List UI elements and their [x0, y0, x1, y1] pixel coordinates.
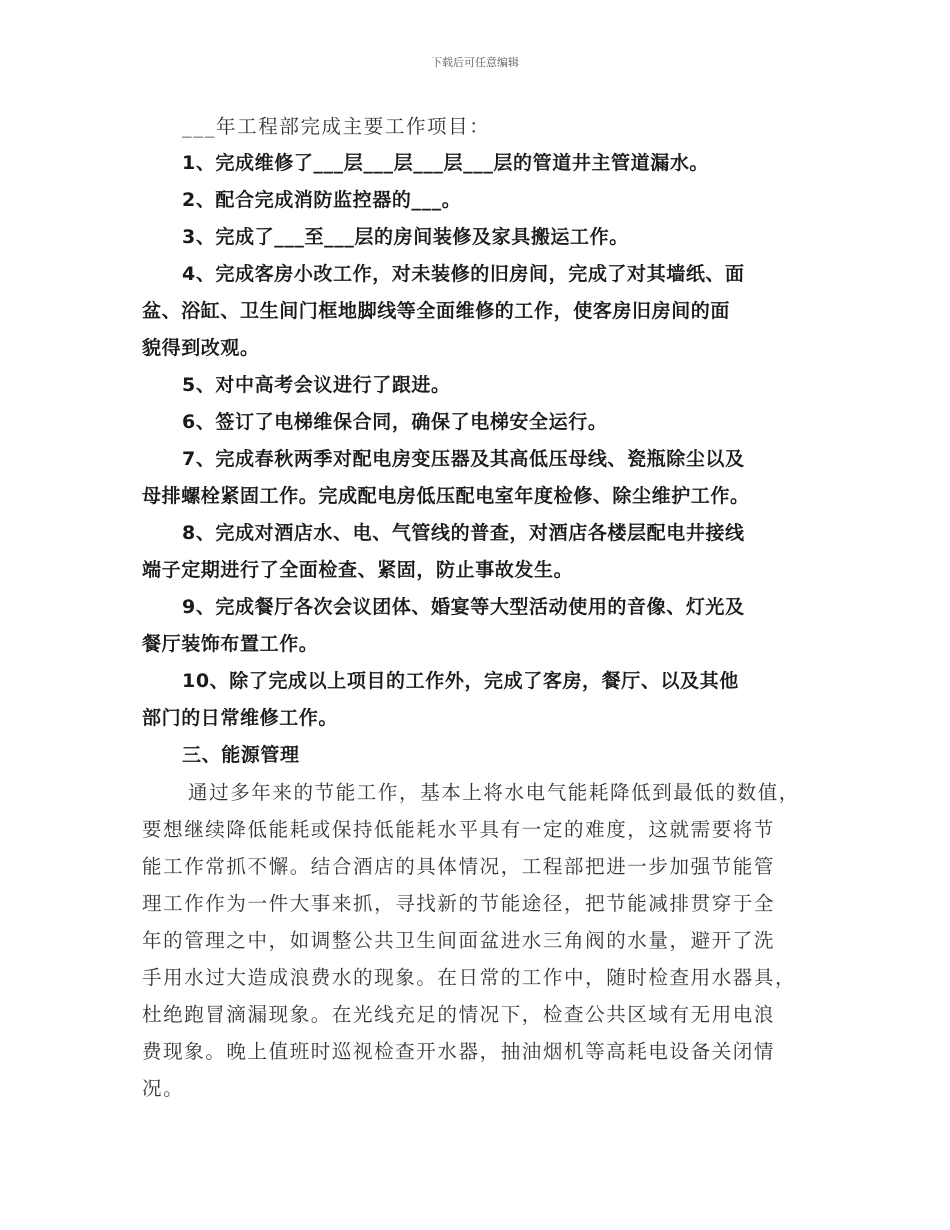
item-4-line-2: 盆、浴缸、卫生间门框地脚线等全面维修的工作，使客房旧房间的面	[142, 300, 731, 322]
energy-paragraph-line-1: 通过多年来的节能工作，基本上将水电气能耗降低到最低的数值，	[188, 781, 800, 804]
item-10-line-2: 部门的日常维修工作。	[142, 707, 339, 729]
header-note: 下载后可任意编辑	[431, 56, 519, 69]
item-9-line-1: 9、完成餐厅各次会议团体、婚宴等大型活动使用的音像、灯光及	[182, 596, 745, 618]
section-3-heading: 三、能源管理	[182, 744, 300, 766]
item-10-line-1: 10、除了完成以上项目的工作外，完成了客房，餐厅、以及其他	[182, 670, 739, 692]
item-8-line-1: 8、完成对酒店水、电、气管线的普查，对酒店各楼层配电井接线	[182, 522, 745, 544]
energy-paragraph-line-9: 况。	[142, 1077, 185, 1100]
item-6: 6、签订了电梯维保合同，确保了电梯安全运行。	[182, 411, 608, 433]
energy-paragraph-line-4: 理工作作为一件大事来抓，寻找新的节能途径，把节能减排贯穿于全	[142, 892, 776, 915]
energy-paragraph-line-5: 年的管理之中，如调整公共卫生间面盆进水三角阀的水量，避开了洗	[142, 929, 776, 952]
energy-paragraph-line-8: 费现象。晚上值班时巡视检查开水器，抽油烟机等高耗电设备关闭情	[142, 1040, 776, 1063]
document-body	[142, 108, 822, 1107]
item-2: 2、配合完成消防监控器的___。	[182, 189, 462, 211]
energy-paragraph-line-2: 要想继续降低能耗或保持低能耗水平具有一定的难度，这就需要将节	[142, 818, 776, 841]
item-8-line-2: 端子定期进行了全面检查、紧固，防止事故发生。	[142, 559, 574, 581]
energy-paragraph-line-3: 能工作常抓不懈。结合酒店的具体情况，工程部把进一步加强节能管	[142, 855, 776, 878]
energy-paragraph-line-6: 手用水过大造成浪费水的现象。在日常的工作中，随时检查用水器具，	[142, 966, 797, 989]
item-4-line-3: 貌得到改观。	[142, 337, 260, 359]
item-7-line-1: 7、完成春秋两季对配电房变压器及其高低压母线、瓷瓶除尘以及	[182, 448, 745, 470]
energy-paragraph-line-7: 杜绝跑冒滴漏现象。在光线充足的情况下，检查公共区域有无用电浪	[142, 1003, 776, 1026]
item-3: 3、完成了___至___层的房间装修及家具搬运工作。	[182, 226, 629, 248]
item-1: 1、完成维修了___层___层___层___层的管道井主管道漏水。	[182, 152, 710, 174]
item-9-line-2: 餐厅装饰布置工作。	[142, 633, 319, 655]
item-7-line-2: 母排螺栓紧固工作。完成配电房低压配电室年度检修、除尘维护工作。	[142, 485, 750, 507]
item-4-line-1: 4、完成客房小改工作，对未装修的旧房间，完成了对其墙纸、面	[182, 263, 745, 285]
item-5: 5、对中高考会议进行了跟进。	[182, 374, 451, 396]
intro-line: ___年工程部完成主要工作项目：	[182, 115, 491, 138]
